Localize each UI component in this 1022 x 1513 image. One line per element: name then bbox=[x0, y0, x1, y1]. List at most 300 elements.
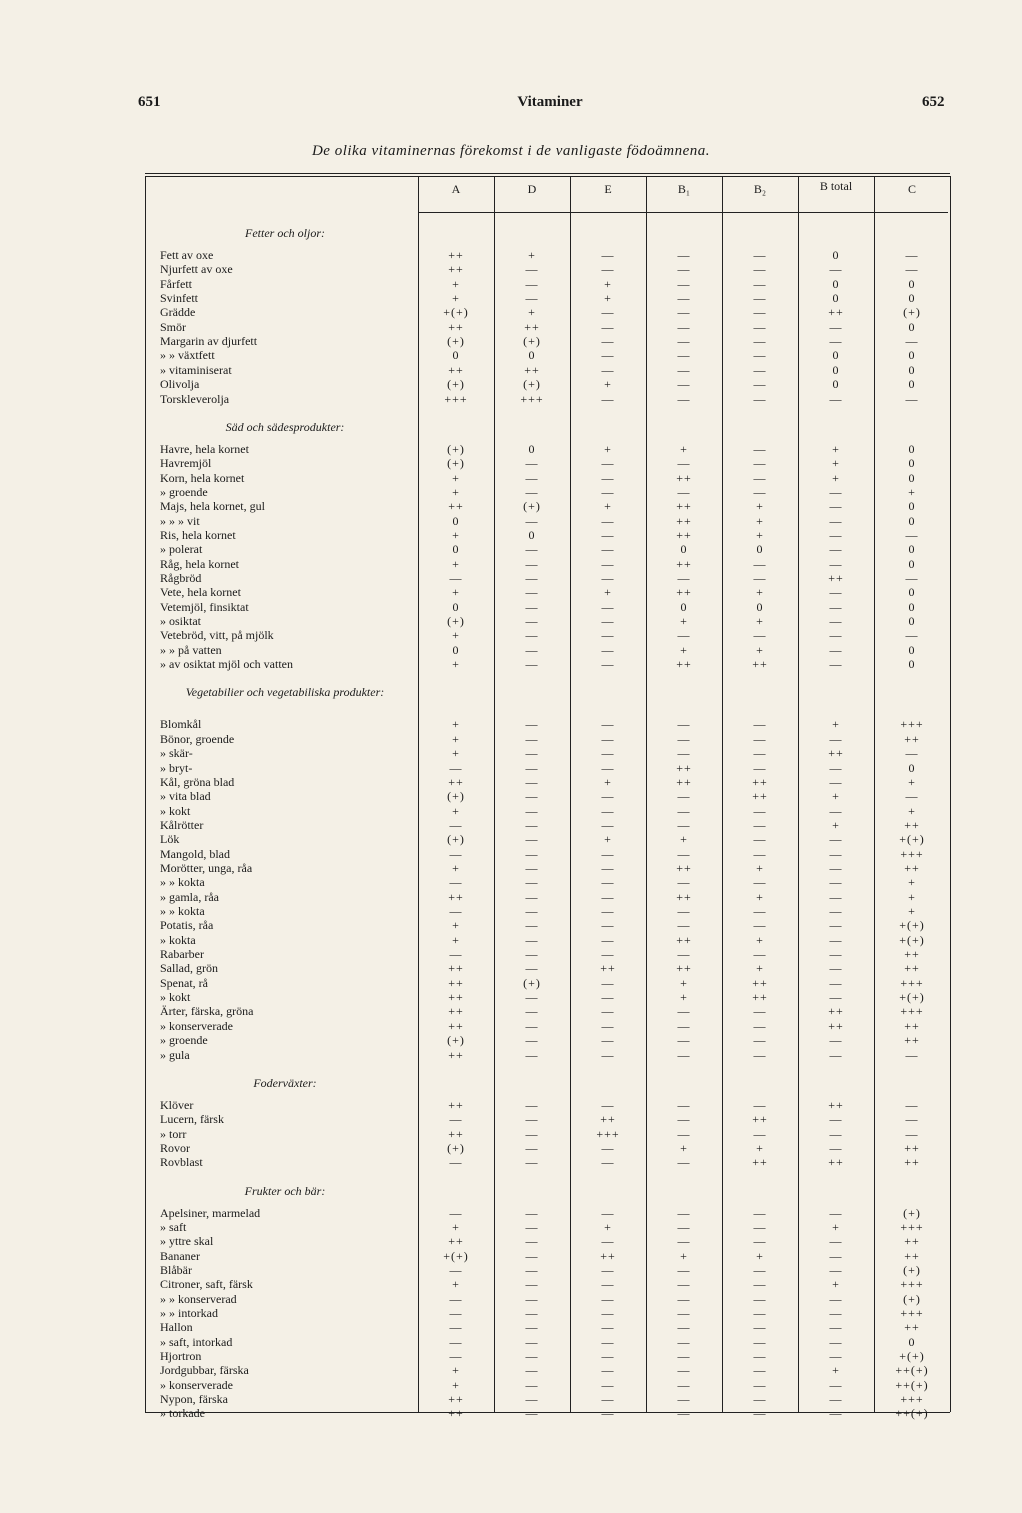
cell-a: (+) bbox=[447, 1141, 465, 1155]
cell-a: + bbox=[452, 732, 460, 746]
cell-b₂: — bbox=[753, 1320, 767, 1334]
cell-e: — bbox=[601, 1320, 615, 1334]
table-row bbox=[0, 847, 1022, 861]
cell-b₂: + bbox=[756, 890, 764, 904]
row-label: Bönor, groende bbox=[160, 732, 235, 746]
cell-d: — bbox=[525, 1406, 539, 1420]
table-row bbox=[0, 291, 1022, 305]
cell-d: — bbox=[525, 789, 539, 803]
cell-c: +++ bbox=[900, 717, 924, 731]
cell-d: — bbox=[525, 875, 539, 889]
cell-b₁: — bbox=[677, 1048, 691, 1062]
table-row bbox=[0, 1335, 1022, 1349]
cell-b₂: + bbox=[756, 1141, 764, 1155]
cell-b₁: — bbox=[677, 291, 691, 305]
cell-c: 0 bbox=[908, 1335, 916, 1349]
cell-c: + bbox=[908, 775, 916, 789]
table-row bbox=[0, 961, 1022, 975]
row-label: Kål, gröna blad bbox=[160, 775, 235, 789]
table-row bbox=[0, 1155, 1022, 1169]
cell-b-total: — bbox=[829, 1112, 843, 1126]
table-row bbox=[0, 1349, 1022, 1363]
table-row bbox=[0, 585, 1022, 599]
cell-e: — bbox=[601, 557, 615, 571]
table-row bbox=[0, 1033, 1022, 1047]
cell-b₂: — bbox=[753, 1263, 767, 1277]
cell-b-total: — bbox=[829, 600, 843, 614]
cell-d: — bbox=[525, 904, 539, 918]
row-label: Vete, hela kornet bbox=[160, 585, 241, 599]
cell-c: +(+) bbox=[899, 990, 925, 1004]
table-row bbox=[0, 392, 1022, 406]
cell-b-total: — bbox=[829, 990, 843, 1004]
cell-b₂: — bbox=[753, 1206, 767, 1220]
cell-b-total: ++ bbox=[828, 746, 844, 760]
cell-e: — bbox=[601, 1378, 615, 1392]
cell-b₁: ++ bbox=[676, 557, 692, 571]
cell-d: ++ bbox=[524, 320, 540, 334]
table-row bbox=[0, 1263, 1022, 1277]
cell-e: — bbox=[601, 789, 615, 803]
cell-c: ++(+) bbox=[895, 1363, 929, 1377]
cell-b₁: — bbox=[677, 1112, 691, 1126]
row-label: » kokt bbox=[160, 990, 191, 1004]
cell-d: — bbox=[525, 1033, 539, 1047]
cell-b₂: — bbox=[753, 363, 767, 377]
cell-c: (+) bbox=[903, 305, 921, 319]
table-caption: De olika vitaminernas förekomst i de vanligaste födoämnena. bbox=[311, 143, 711, 159]
cell-b₂: — bbox=[753, 1378, 767, 1392]
table-row bbox=[0, 657, 1022, 671]
cell-e: — bbox=[601, 1004, 615, 1018]
cell-e: — bbox=[601, 305, 615, 319]
cell-e: + bbox=[604, 442, 612, 456]
cell-b₁: — bbox=[677, 717, 691, 731]
cell-d: — bbox=[525, 990, 539, 1004]
column-header-2: D bbox=[527, 182, 537, 196]
cell-d: — bbox=[525, 918, 539, 932]
cell-c: — bbox=[905, 746, 919, 760]
table-row bbox=[0, 614, 1022, 628]
cell-e: — bbox=[601, 320, 615, 334]
cell-b₂: ++ bbox=[752, 1155, 768, 1169]
cell-b₂: — bbox=[753, 291, 767, 305]
cell-a: — bbox=[449, 571, 463, 585]
row-label: » » på vatten bbox=[160, 643, 222, 657]
row-label: Kålrötter bbox=[160, 818, 204, 832]
cell-b₁: — bbox=[677, 847, 691, 861]
cell-a: + bbox=[452, 746, 460, 760]
cell-b₁: ++ bbox=[676, 961, 692, 975]
cell-b-total: + bbox=[832, 456, 840, 470]
cell-a: ++ bbox=[448, 1098, 464, 1112]
cell-a: + bbox=[452, 485, 460, 499]
cell-b₂: — bbox=[753, 746, 767, 760]
cell-a: ++ bbox=[448, 262, 464, 276]
table-row bbox=[0, 1363, 1022, 1377]
cell-b₂: — bbox=[753, 571, 767, 585]
cell-b₂: ++ bbox=[752, 775, 768, 789]
cell-b₁: — bbox=[677, 947, 691, 961]
cell-b-total: — bbox=[829, 918, 843, 932]
cell-e: — bbox=[601, 1234, 615, 1248]
cell-b₁: 0 bbox=[680, 600, 688, 614]
cell-b₁: — bbox=[677, 277, 691, 291]
cell-e: — bbox=[601, 1363, 615, 1377]
cell-b-total: — bbox=[829, 262, 843, 276]
cell-a: ++ bbox=[448, 1019, 464, 1033]
row-label: Ris, hela kornet bbox=[160, 528, 236, 542]
row-label: » av osiktat mjöl och vatten bbox=[160, 657, 293, 671]
cell-b-total: — bbox=[829, 1249, 843, 1263]
cell-b-total: 0 bbox=[832, 248, 840, 262]
table-row bbox=[0, 1306, 1022, 1320]
cell-b-total: — bbox=[829, 1048, 843, 1062]
cell-e: + bbox=[604, 499, 612, 513]
cell-b-total: 0 bbox=[832, 363, 840, 377]
cell-b₂: — bbox=[753, 1349, 767, 1363]
cell-b-total: — bbox=[829, 528, 843, 542]
column-header-7: C bbox=[907, 182, 916, 196]
table-row bbox=[0, 363, 1022, 377]
cell-e: + bbox=[604, 832, 612, 846]
cell-b₂: — bbox=[753, 761, 767, 775]
cell-a: — bbox=[449, 1306, 463, 1320]
cell-e: — bbox=[601, 818, 615, 832]
cell-b₁: — bbox=[677, 320, 691, 334]
cell-e: — bbox=[601, 1098, 615, 1112]
cell-c: 0 bbox=[908, 277, 916, 291]
cell-b-total: — bbox=[829, 392, 843, 406]
row-label: Mangold, blad bbox=[160, 847, 230, 861]
cell-b-total: — bbox=[829, 947, 843, 961]
cell-d: (+) bbox=[523, 976, 541, 990]
cell-b₂: — bbox=[753, 732, 767, 746]
cell-c: — bbox=[905, 1098, 919, 1112]
column-header-6: B total bbox=[819, 179, 853, 193]
cell-b₂: ++ bbox=[752, 976, 768, 990]
cell-e: + bbox=[604, 377, 612, 391]
table-row bbox=[0, 600, 1022, 614]
cell-c: + bbox=[908, 904, 916, 918]
cell-d: — bbox=[525, 1048, 539, 1062]
cell-d: ++ bbox=[524, 363, 540, 377]
cell-a: (+) bbox=[447, 456, 465, 470]
cell-b₂: + bbox=[756, 614, 764, 628]
cell-b-total: — bbox=[829, 976, 843, 990]
cell-c: +(+) bbox=[899, 918, 925, 932]
cell-b₁: — bbox=[677, 1220, 691, 1234]
cell-c: +++ bbox=[900, 1220, 924, 1234]
cell-c: 0 bbox=[908, 320, 916, 334]
cell-e: — bbox=[601, 643, 615, 657]
cell-b₂: + bbox=[756, 933, 764, 947]
cell-b₂: 0 bbox=[756, 600, 764, 614]
cell-d: (+) bbox=[523, 377, 541, 391]
cell-b₁: ++ bbox=[676, 861, 692, 875]
cell-c: — bbox=[905, 248, 919, 262]
cell-b-total: — bbox=[829, 628, 843, 642]
cell-d: — bbox=[525, 1234, 539, 1248]
cell-d: — bbox=[525, 1378, 539, 1392]
section-title: Foderväxter: bbox=[253, 1075, 317, 1090]
cell-e: — bbox=[601, 875, 615, 889]
cell-a: +(+) bbox=[443, 305, 469, 319]
table-row bbox=[0, 933, 1022, 947]
cell-b-total: — bbox=[829, 1406, 843, 1420]
row-label: » gamla, råa bbox=[160, 890, 219, 904]
row-label: Bananer bbox=[160, 1249, 200, 1263]
row-label: Vetemjöl, finsiktat bbox=[160, 600, 249, 614]
cell-b-total: — bbox=[829, 732, 843, 746]
cell-d: (+) bbox=[523, 334, 541, 348]
cell-a: + bbox=[452, 628, 460, 642]
row-label: Korn, hela kornet bbox=[160, 471, 245, 485]
cell-b₁: — bbox=[677, 918, 691, 932]
cell-c: +++ bbox=[900, 1004, 924, 1018]
cell-b₂: — bbox=[753, 875, 767, 889]
cell-b₁: ++ bbox=[676, 890, 692, 904]
cell-c: +++ bbox=[900, 1277, 924, 1291]
cell-b₁: + bbox=[680, 976, 688, 990]
row-label: » vita blad bbox=[160, 789, 211, 803]
cell-b₂: — bbox=[753, 392, 767, 406]
row-label: Fårfett bbox=[160, 277, 192, 291]
cell-b-total: — bbox=[829, 499, 843, 513]
section-title: Fetter och oljor: bbox=[245, 226, 325, 240]
cell-b-total: — bbox=[829, 1263, 843, 1277]
cell-c: ++ bbox=[904, 818, 920, 832]
cell-b₂: — bbox=[753, 348, 767, 362]
cell-d: — bbox=[525, 557, 539, 571]
table-row bbox=[0, 832, 1022, 846]
cell-c: ++ bbox=[904, 961, 920, 975]
row-label: Blåbär bbox=[160, 1263, 192, 1277]
cell-b-total: 0 bbox=[832, 277, 840, 291]
row-label: Rovblast bbox=[160, 1155, 203, 1169]
row-label: » konserverade bbox=[160, 1019, 233, 1033]
cell-e: — bbox=[601, 1141, 615, 1155]
cell-a: ++ bbox=[448, 775, 464, 789]
cell-d: — bbox=[525, 1112, 539, 1126]
cell-b-total: — bbox=[829, 1033, 843, 1047]
row-label: Rabarber bbox=[160, 947, 204, 961]
table-row bbox=[0, 499, 1022, 513]
cell-b-total: + bbox=[832, 717, 840, 731]
cell-b-total: — bbox=[829, 775, 843, 789]
row-label: » » kokta bbox=[160, 875, 205, 889]
cell-b₁: — bbox=[677, 262, 691, 276]
table-row bbox=[0, 1220, 1022, 1234]
cell-e: — bbox=[601, 1335, 615, 1349]
cell-e: + bbox=[604, 775, 612, 789]
cell-b₁: — bbox=[677, 1378, 691, 1392]
cell-b₂: — bbox=[753, 262, 767, 276]
table-row bbox=[0, 456, 1022, 470]
cell-b₂: — bbox=[753, 1335, 767, 1349]
cell-d: — bbox=[525, 1098, 539, 1112]
row-label: Vetebröd, vitt, på mjölk bbox=[160, 628, 274, 642]
cell-b₁: ++ bbox=[676, 471, 692, 485]
cell-b₁: — bbox=[677, 456, 691, 470]
cell-c: 0 bbox=[908, 657, 916, 671]
cell-b-total: 0 bbox=[832, 377, 840, 391]
cell-d: — bbox=[525, 818, 539, 832]
row-label: Olivolja bbox=[160, 377, 200, 391]
cell-c: 0 bbox=[908, 291, 916, 305]
cell-c: — bbox=[905, 571, 919, 585]
row-label: » » växtfett bbox=[160, 348, 215, 362]
cell-e: — bbox=[601, 746, 615, 760]
cell-c: — bbox=[905, 528, 919, 542]
cell-c: — bbox=[905, 628, 919, 642]
section-title: Säd och sädesprodukter: bbox=[225, 419, 345, 434]
cell-b₂: — bbox=[753, 277, 767, 291]
row-label: » polerat bbox=[160, 542, 203, 556]
cell-b-total: — bbox=[829, 1206, 843, 1220]
cell-b₁: ++ bbox=[676, 585, 692, 599]
cell-c: 0 bbox=[908, 442, 916, 456]
row-label: Sallad, grön bbox=[160, 961, 218, 975]
cell-d: — bbox=[525, 947, 539, 961]
cell-c: 0 bbox=[908, 643, 916, 657]
cell-b-total: — bbox=[829, 1349, 843, 1363]
cell-a: + bbox=[452, 557, 460, 571]
cell-b₂: — bbox=[753, 471, 767, 485]
table-row bbox=[0, 890, 1022, 904]
row-label: » osiktat bbox=[160, 614, 201, 628]
cell-d: — bbox=[525, 1155, 539, 1169]
row-label: Ärter, färska, gröna bbox=[160, 1004, 254, 1018]
cell-d: — bbox=[525, 1335, 539, 1349]
top-rule-double bbox=[145, 176, 950, 177]
cell-b₁: — bbox=[677, 1155, 691, 1169]
cell-b₂: ++ bbox=[752, 1112, 768, 1126]
cell-b₁: ++ bbox=[676, 528, 692, 542]
row-label: » saft bbox=[160, 1220, 187, 1234]
cell-e: — bbox=[601, 262, 615, 276]
cell-e: — bbox=[601, 1306, 615, 1320]
cell-b-total: — bbox=[829, 1292, 843, 1306]
cell-b₁: — bbox=[677, 1234, 691, 1248]
row-label: » gula bbox=[160, 1048, 190, 1062]
cell-c: — bbox=[905, 1127, 919, 1141]
cell-e: — bbox=[601, 847, 615, 861]
cell-b-total: + bbox=[832, 789, 840, 803]
cell-c: ++ bbox=[904, 1234, 920, 1248]
cell-b₁: — bbox=[677, 1098, 691, 1112]
cell-e: — bbox=[601, 485, 615, 499]
row-label: Råg, hela kornet bbox=[160, 557, 239, 571]
cell-b₂: — bbox=[753, 1292, 767, 1306]
cell-b₂: — bbox=[753, 377, 767, 391]
cell-b-total: — bbox=[829, 804, 843, 818]
cell-c: 0 bbox=[908, 542, 916, 556]
row-label: Apelsiner, marmelad bbox=[160, 1206, 261, 1220]
table-row bbox=[0, 947, 1022, 961]
cell-b₁: ++ bbox=[676, 499, 692, 513]
cell-b₁: — bbox=[677, 746, 691, 760]
row-label: » torkade bbox=[160, 1406, 205, 1420]
table-row bbox=[0, 485, 1022, 499]
cell-b-total: — bbox=[829, 1378, 843, 1392]
cell-e: — bbox=[601, 392, 615, 406]
table-row bbox=[0, 861, 1022, 875]
cell-b-total: 0 bbox=[832, 291, 840, 305]
cell-d: 0 bbox=[528, 528, 536, 542]
cell-c: + bbox=[908, 485, 916, 499]
cell-d: — bbox=[525, 514, 539, 528]
cell-b₁: — bbox=[677, 904, 691, 918]
cell-c: +(+) bbox=[899, 832, 925, 846]
cell-d: — bbox=[525, 746, 539, 760]
row-label: » konserverade bbox=[160, 1378, 233, 1392]
cell-d: — bbox=[525, 717, 539, 731]
cell-b₂: + bbox=[756, 961, 764, 975]
cell-b₁: — bbox=[677, 732, 691, 746]
cell-d: — bbox=[525, 1019, 539, 1033]
cell-e: + bbox=[604, 291, 612, 305]
cell-b₁: — bbox=[677, 1335, 691, 1349]
table-row bbox=[0, 761, 1022, 775]
row-label: Svinfett bbox=[160, 291, 198, 305]
cell-c: 0 bbox=[908, 761, 916, 775]
table-row bbox=[0, 732, 1022, 746]
row-label: » » kokta bbox=[160, 904, 205, 918]
cell-b₂: + bbox=[756, 528, 764, 542]
cell-b₁: — bbox=[677, 1406, 691, 1420]
cell-a: — bbox=[449, 1263, 463, 1277]
cell-a: (+) bbox=[447, 832, 465, 846]
cell-b₂: — bbox=[753, 717, 767, 731]
cell-d: — bbox=[525, 1004, 539, 1018]
cell-b₂: ++ bbox=[752, 990, 768, 1004]
cell-b₂: — bbox=[753, 1392, 767, 1406]
cell-d: + bbox=[528, 305, 536, 319]
cell-d: — bbox=[525, 961, 539, 975]
cell-b₁: — bbox=[677, 485, 691, 499]
cell-b₁: — bbox=[677, 1277, 691, 1291]
cell-a: + bbox=[452, 1220, 460, 1234]
cell-d: — bbox=[525, 775, 539, 789]
cell-c: ++ bbox=[904, 1155, 920, 1169]
cell-b₁: + bbox=[680, 1141, 688, 1155]
cell-a: +++ bbox=[444, 392, 468, 406]
cell-c: +++ bbox=[900, 1306, 924, 1320]
cell-b-total: — bbox=[829, 657, 843, 671]
cell-c: (+) bbox=[903, 1263, 921, 1277]
row-label: Spenat, rå bbox=[160, 976, 208, 990]
cell-a: — bbox=[449, 761, 463, 775]
cell-d: — bbox=[525, 277, 539, 291]
cell-b₁: — bbox=[677, 1292, 691, 1306]
cell-b-total: ++ bbox=[828, 571, 844, 585]
cell-b₂: — bbox=[753, 1127, 767, 1141]
cell-b-total: — bbox=[829, 585, 843, 599]
cell-d: (+) bbox=[523, 499, 541, 513]
table-row bbox=[0, 471, 1022, 485]
cell-b₁: ++ bbox=[676, 514, 692, 528]
cell-d: — bbox=[525, 1320, 539, 1334]
table-row bbox=[0, 334, 1022, 348]
table-row bbox=[0, 717, 1022, 731]
cell-c: (+) bbox=[903, 1206, 921, 1220]
table-row bbox=[0, 1004, 1022, 1018]
cell-d: — bbox=[525, 1349, 539, 1363]
cell-c: ++ bbox=[904, 947, 920, 961]
cell-b₂: — bbox=[753, 1098, 767, 1112]
row-label: » » » vit bbox=[160, 514, 200, 528]
